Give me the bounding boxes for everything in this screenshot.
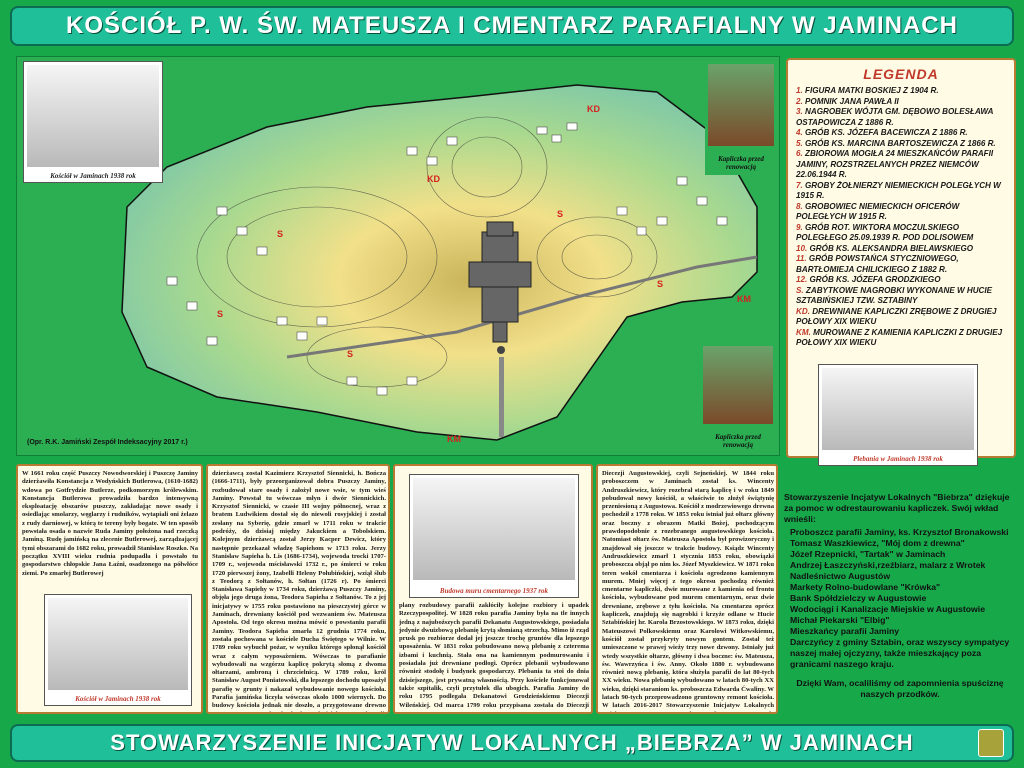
chapel-before-photo-2	[700, 343, 776, 453]
legend-item: KM. MUROWANE Z KAMIENIA KAPLICZKI Z DRUGIEJ POŁOWY XIX WIEKU	[796, 327, 1003, 347]
legend-item: 1. FIGURA MATKI BOSKIEJ Z 1904 R.	[796, 86, 939, 95]
sponsor-item: Tomasz Waszkiewicz, "Mój dom z drewna"	[790, 538, 965, 548]
legend-item: KD. DREWNIANE KAPLICZKI ZRĘBOWE Z DRUGIEJ POŁOWY XIX WIEKU	[796, 306, 997, 326]
thanks-note: Dzięki Wam, ocaliliśmy od zapomnienia spuściznę naszych przodków.	[796, 678, 1004, 699]
history-paragraph: W 1661 roku część Puszczy Nowodworskiej i Puszczę Jaminy dzierżawiła Konstancja z Wodyńskich Butlerowa, (1610-1682) wdowa po Gotfrydzie Butlerze, podkomorzym królewskim. Konstancja Butlerowa prowadziła bardzo intensywną eksploatację obszarów puszczy, zakładając nowe osady i osiedlając smolarzy, węglarzy i rudników, wytapiali oni żelazo z rudy darniowej, w którą te tereny były bogate. W ten sposób powstała osada o nazwie Ruda Jaminy położona nad rzeczką Jaminą. Rudę jamińską na zlecenie Butlerowej, zarządzającej tymi obszarami do 1682 roku, prowadził Stanisław Roszko. Na początku XVIII wieku rudnia podupadła i powstało tu gospodarstwo chłopskie Jana Łaźni, osadzonego na półwłóce ziemi. Po zmarłej Butlerowej	[22, 470, 198, 577]
church-1938-photo-2	[44, 594, 192, 706]
acknowledgements	[784, 492, 1016, 700]
sponsor-item: Darczyńcy z gminy Sztabin, oraz wszyscy sympatycy naszej małej ojczyzny, także mieszkający poza granicami naszego kraju.	[790, 637, 1010, 669]
legend-item: 7. GROBY ŻOŁNIERZY NIEMIECKICH POLEGŁYCH W 1915 R.	[796, 180, 1001, 200]
biebrza-logo	[978, 729, 1004, 757]
legend-title: LEGENDA	[863, 66, 939, 82]
photo-caption: Budowa muru cmentarnego 1937 rok	[439, 587, 549, 595]
sponsor-item: Józef Rzepnicki, "Tartak" w Jaminach	[790, 549, 946, 559]
legend-item: 11. GRÓB POWSTAŃCA STYCZNIOWEGO, BARTŁOMIEJA CHILICKIEGO Z 1882 R.	[796, 254, 959, 274]
sponsor-item: Michał Piekarski "Elbig"	[790, 615, 890, 625]
map-marker-km: KM	[447, 434, 461, 444]
legend-item: 4. GRÓB KS. JÓZEFA BACEWICZA Z 1886 R.	[796, 128, 968, 137]
map-marker-s: S	[557, 209, 564, 219]
cemetery-map	[16, 56, 780, 456]
legend-list	[796, 86, 1006, 349]
history-text-column-1	[16, 464, 203, 714]
footer-title-text: STOWARZYSZENIE INICJATYW LOKALNYCH „BIEBRZA” W JAMINACH	[110, 730, 914, 755]
page-title: KOŚCIÓŁ P. W. ŚW. MATEUSZA I CMENTARZ PARAFIALNY W JAMINACH	[10, 6, 1014, 46]
history-paragraph: dzierżawcą został Kazimierz Krzysztof Siennicki, h. Bończa (1666-1711), były przeorganizował dobra Puszczy Jaminy, rozbudował stare osady i założył nowe wsie, w tym wieś Jaminy. Powstał tu wówczas młyn i dwór Siennickich. Krzysztof Siennicki, w czasie III wojny północnej, wraz z bratem Ludwikiem dostał się do niewoli rosyjskiej i został zesłany na Syberię, gdzie zmarł w 1711 roku w trakcie podróży, do dzisiaj między Jakuckiem a Tobolskiem. Kolejnym dzierżawcą został Jerzy Kacper Dewicz, który następnie przekazał władzę Sapiehom w 1713 roku. Jerzy Stanisław Sapieha h. Lis (1686-1734), wojewoda trocki 1707-1709 r., wojewoda mścisławski 1732 r., po śmierci w roku 1720 pierwszej żony, Izabelli Heleny Połubińskiej, wziął ślub z Teodorą z Sołtanów, h. Sołtan (1726 r). Po śmierci Stanisława Sapiehy w 1734 roku, dzierżawą Puszczy Jaminy, objęła jego druga żona, Teodora Sapieha z Sołtanów. To z jej inicjatywy w 1755 roku postawiono na pieszczystej górce w Jaminach, drewniany kościół pod wezwaniem św. Mateusza Apostoła. Od tego okresu można mówić o powstaniu parafii Jaminy. Teodora Sapieha zmarła 12 grudnia 1774 roku, została pochowana w kościele Ducha Świętego w Wilnie. W 1789 roku wybuchł pożar, w wyniku którego spłonął kościół wraz z całym wyposażeniem. Wówczas to parafianie wybudowali na wzgórzu kaplicę pokrytą słomą z dwoma ołtarzami, ambroną i chrzcielnicą. W 1789 roku, król Stanisław August Poniatowski, dla lepszego dochodu uposażył parafię w grunty i nakazał wybudowanie nowego kościoła. Parafia jamińska liczyła wówczas około 1000 wiernych. Do budowy kościoła jednak nie doszło, a przygotowane drewno	[212, 470, 386, 710]
sponsor-item: Wodociągi i Kanalizacje Miejskie w Augustowie	[790, 604, 986, 614]
photo-caption: Kapliczka przed renowacją	[718, 155, 764, 171]
footer-title	[10, 724, 1014, 762]
map-marker-kd: KD	[587, 104, 600, 114]
map-marker-km: KM	[737, 294, 751, 304]
legend-item: S. ZABYTKOWE NAGROBKI WYKONANE W HUCIE SZTABIŃSKIEJ TZW. SZTABINY	[796, 285, 993, 305]
legend-item: 5. GRÓB KS. MARCINA BARTOSZEWICZA Z 1866 R.	[796, 138, 996, 148]
sponsor-item: Bank Spółdzielczy w Augustowie	[790, 593, 927, 603]
photo-caption: Kościół w Jaminach 1938 rok	[75, 695, 161, 703]
acknowledgements-title: Stowarzyszenie Incjatyw Lokalnych "Biebrza" dziękuje za pomoc w odrestaurowaniu kapliczek. Swój wkład wnieśli:	[784, 492, 1010, 524]
legend-item: 3. NAGROBEK WÓJTA GM. DĘBOWO BOLESŁAWA OSTAPOWICZA Z 1886 R.	[796, 107, 994, 127]
photo-caption: Plebania w Jaminach 1938 rok	[853, 455, 943, 463]
history-text-column-4	[596, 464, 778, 714]
legend-item: 9. GRÓB ROT. WIKTORA MOCZULSKIEGO POLEGŁEGO 25.09.1939 R. POD DOLISOWEM	[796, 222, 974, 242]
map-credit: (Opr. R.K. Jamiński Zespół Indeksacyjny 2017 r.)	[27, 439, 188, 446]
cemetery-wall-1937-photo	[409, 474, 579, 598]
history-text-column-2	[206, 464, 390, 714]
map-marker-s: S	[657, 279, 664, 289]
legend-item: 6. ZBIOROWA MOGIŁA 24 MIESZKAŃCÓW PARAFII JAMINY, ROZSTRZELANYCH PRZEZ NIEMCÓW 22.06.1944 R.	[796, 149, 994, 179]
sponsor-item: Markety Rolno-budowlane "Krówka"	[790, 582, 941, 592]
sponsor-item: Mieszkańcy parafii Jaminy	[790, 626, 900, 636]
chapel-before-photo	[705, 61, 777, 175]
map-marker-s: S	[277, 229, 284, 239]
map-marker-kd: KD	[427, 174, 440, 184]
photo-caption: Kapliczka przed renowacją	[715, 433, 761, 449]
photo-caption: Kościół w Jaminach 1938 rok	[50, 172, 136, 180]
sponsor-item: Andrzej Łaszczyński,rzeźbiarz, malarz z Wrotek	[790, 560, 986, 570]
church-1938-photo	[23, 61, 163, 183]
sponsor-item: Proboszcz parafii Jaminy, ks. Krzysztof Bronakowski	[790, 527, 1009, 537]
history-paragraph: plany rozbudowy parafii zakłóciły kolejne rozbiory i upadek Rzeczypospolitej. W 1828 roku parafia Jaminy była na tle innych jedną z najuboższych parafii Dekanatu Augustowskiego, posiadała jedynie dwuizbową plebanię krytą słomianą strzechą. Mimo iż rząd prusk po rozbiorze dodał jej jeszcze trochę gruntów dla lepszego uposażenia. W 1831 roku pobudowano nową plebanię z czterema izbami i kuchnią. Stała ona na kamiennym podmurowaniu i posiadała już drewniane podłogi. Oprócz plebanii wybudowano również stodołę i budynek gospodarczy. Plebania ta stoi do dnia dzisiejszego, jest prywatną własnością. Przy kościele funkcjonował także szpitalik, czyli przytułek dla ubogich. Parafia Jaminy do roku 1795 podlegała Dekanatowi Grodzieńskiemu Diecezji Wileńskiej. Od marca 1799 roku przypisana została do Diecezji	[399, 602, 589, 709]
history-text-column-3	[393, 464, 593, 714]
legend-item: 12. GRÓB KS. JÓZEFA GRODZKIEGO	[796, 275, 941, 284]
legend-item: 8. GROBOWIEC NIEMIECKICH OFICERÓW POLEGŁYCH W 1915 R.	[796, 201, 960, 221]
history-paragraph: Diecezji Augustowskiej, czyli Sejneńskiej. W 1844 roku proboszczem w Jaminach został ks. Wincenty Andruszkiewicz, który rozebrał starą kaplicę i w roku 1849 pobudował nowy kościół, a właściwie to złożył świątynię przeniesioną z Augustowa. Kościół z modrzewiowego drewna pochodził z 1778 roku. W 1853 roku istniał już ołtarz główny oraz boczny z obrazem Matki Bożej, pochodzącym prawdopodobnie z rozebranego augustowskiego kościoła. Natomiast ołtarz św. Mateusza Apostoła był prowizoryczny i znajdował się jeszcze w trakcie budowy. Ksiądz Wincenty Andruszkiewicz zmarł 1 stycznia 1853 roku, obowiązki proboszcza objął po nim ks. Józef Myszkiewicz. W 1871 roku teren wokół cmentarza i kościoła ogrodzono kamiennym murem. Mniej więcej z tego okresu pochodzą również cmentarne kapliczki, dwie murowane z kamienia od frontu kościoła, wybudowane pod murem cmentarnym, oraz dwie drewniane, zrębowe z tyłu kościoła. Na cmentarzu oprócz kapliczek, znajdują się nagrobki i krzyże odlane w Hucie Sztabińskiej hr. Karola Brzostowskiego. W 1873 roku, dzięki Mateuszowi Polkowskiemu oraz Karolowi Witkowskiemu, kościół został przykryty nowym gontem. Został też umieszczone w prawej wieży trzy nowe dzwony. Istniały już wtedy wszystkie ołtarze, główny i dwa boczne: św. Mateusza, św. Wawrzyńca i św. Anny. Około 1880 r. wybudowano również nową plebanię, która służyła parafii do lat 80-tych XX wieku. Nowa plebanię wybudowano w latach 80-tych XX wieku, dzięki staraniom ks. proboszcza Edwarda Ćwaliny. W latach 90-tych przeprowadzono gruntowny remont kościoła. W latach 2016-2017 Stowarzyszenie Inicjatyw Lokalnych	[602, 470, 774, 710]
map-marker-s: S	[347, 349, 354, 359]
legend-item: 2. POMNIK JANA PAWŁA II	[796, 96, 899, 106]
sponsor-item: Nadleśnictwo Augustów	[790, 571, 891, 581]
sponsor-list	[784, 527, 1016, 670]
rectory-1938-photo	[818, 364, 978, 466]
legend-item: 10. GRÓB KS. ALEKSANDRA BIELAWSKIEGO	[796, 243, 974, 253]
map-marker-s: S	[217, 309, 224, 319]
